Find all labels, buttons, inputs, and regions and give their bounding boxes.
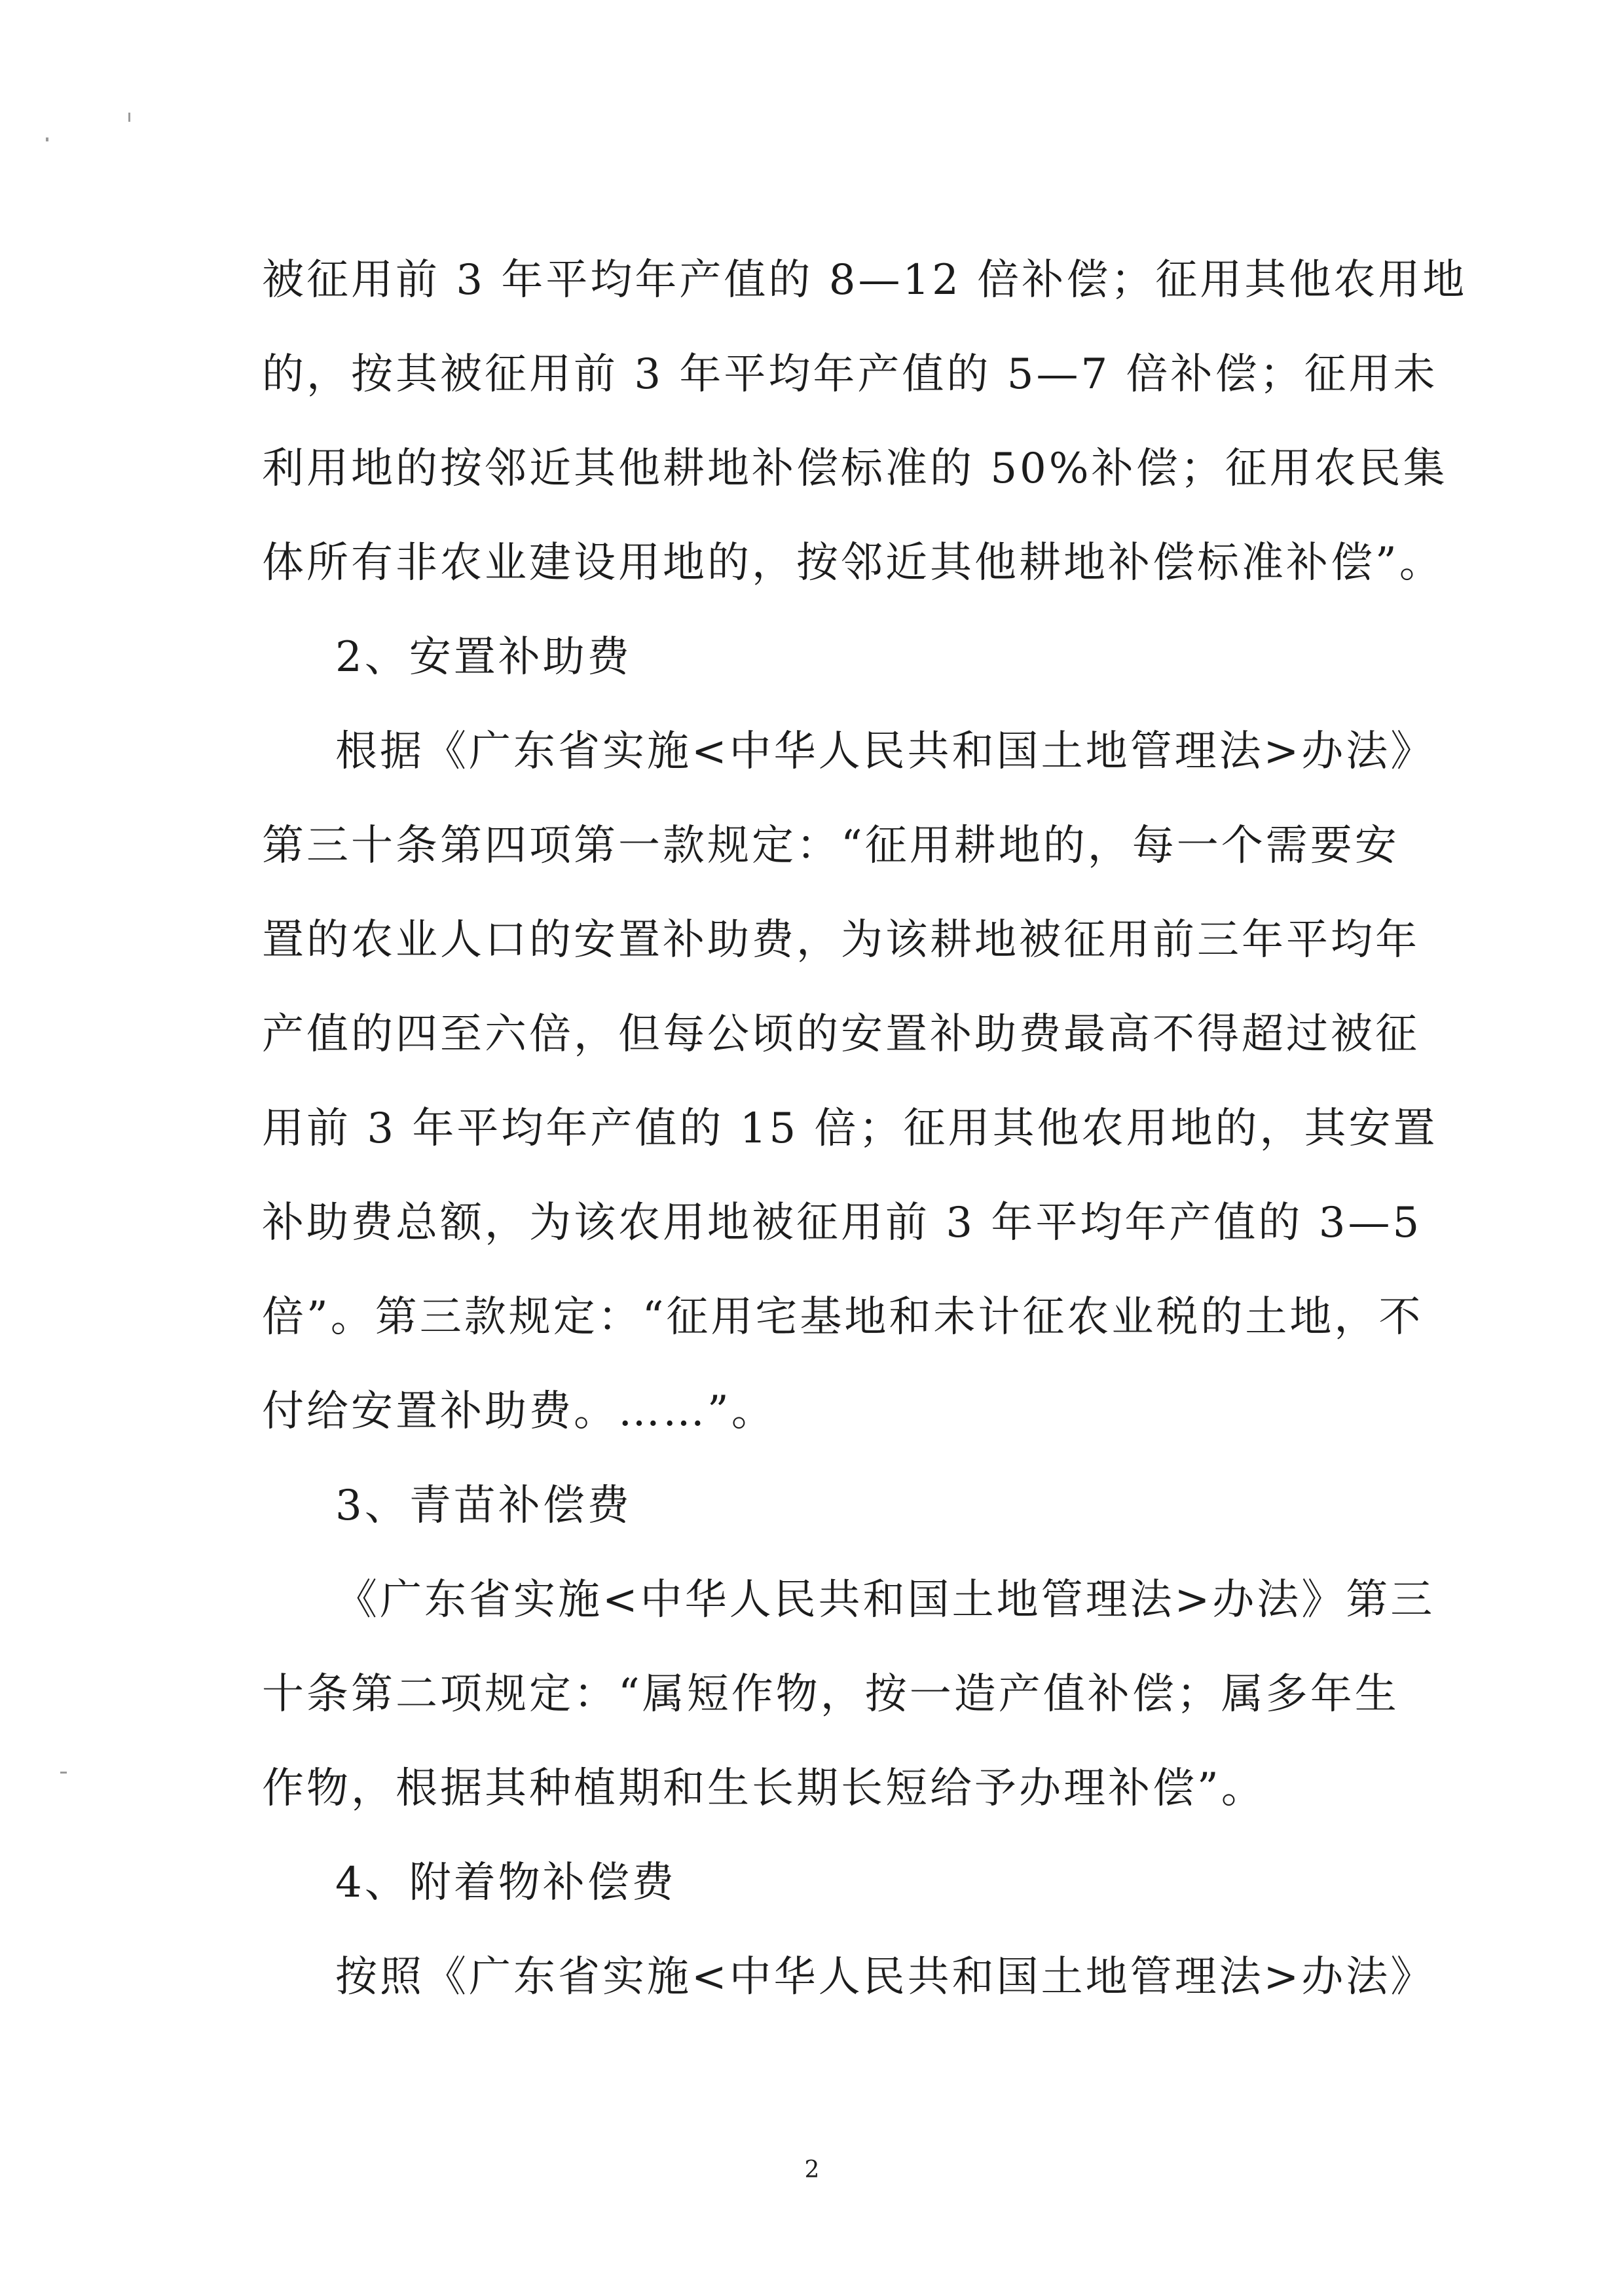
- section-heading-placement-subsidy: 2、安置补助费: [335, 633, 632, 682]
- page-number: 2: [804, 2157, 820, 2183]
- text-line-8: 置的农业人口的安置补助费，为该耕地被征用前三年平均年: [262, 916, 1420, 964]
- scan-speck: [60, 1772, 67, 1774]
- text-line-9: 产值的四至六倍，但每公顷的安置补助费最高不得超过被征: [262, 1010, 1420, 1059]
- text-line-1: 被征用前 3 年平均年产值的 8—12 倍补偿；征用其他农用地: [262, 256, 1467, 304]
- text-line-11: 补助费总额，为该农用地被征用前 3 年平均年产值的 3—5: [262, 1199, 1422, 1247]
- text-line-13: 付给安置补助费。……”。: [262, 1387, 776, 1436]
- text-line-16: 十条第二项规定：“属短作物，按一造产值补偿；属多年生: [262, 1670, 1399, 1719]
- text-line-15: 《广东省实施<中华人民共和国土地管理法>办法》第三: [335, 1576, 1435, 1624]
- scan-speck: [128, 113, 130, 122]
- scan-speck: [46, 137, 48, 141]
- text-line-6: 根据《广东省实施<中华人民共和国土地管理法>办法》: [335, 727, 1435, 776]
- section-heading-seedling-compensation: 3、青苗补偿费: [335, 1482, 632, 1530]
- text-line-4: 体所有非农业建设用地的，按邻近其他耕地补偿标准补偿”。: [262, 539, 1444, 587]
- text-line-3: 利用地的按邻近其他耕地补偿标准的 50%补偿；征用农民集: [262, 445, 1448, 493]
- section-heading-attachment-compensation: 4、附着物补偿费: [335, 1859, 676, 1907]
- text-line-19: 按照《广东省实施<中华人民共和国土地管理法>办法》: [335, 1953, 1435, 2001]
- text-line-12: 倍”。第三款规定：“征用宅基地和未计征农业税的土地，不: [262, 1293, 1424, 1341]
- text-line-17: 作物，根据其种植期和生长期长短给予办理补偿”。: [262, 1764, 1266, 1813]
- text-line-7: 第三十条第四项第一款规定：“征用耕地的，每一个需要安: [262, 822, 1399, 870]
- text-line-10: 用前 3 年平均年产值的 15 倍；征用其他农用地的，其安置: [262, 1104, 1438, 1153]
- text-line-2: 的，按其被征用前 3 年平均年产值的 5—7 倍补偿；征用未: [262, 350, 1438, 399]
